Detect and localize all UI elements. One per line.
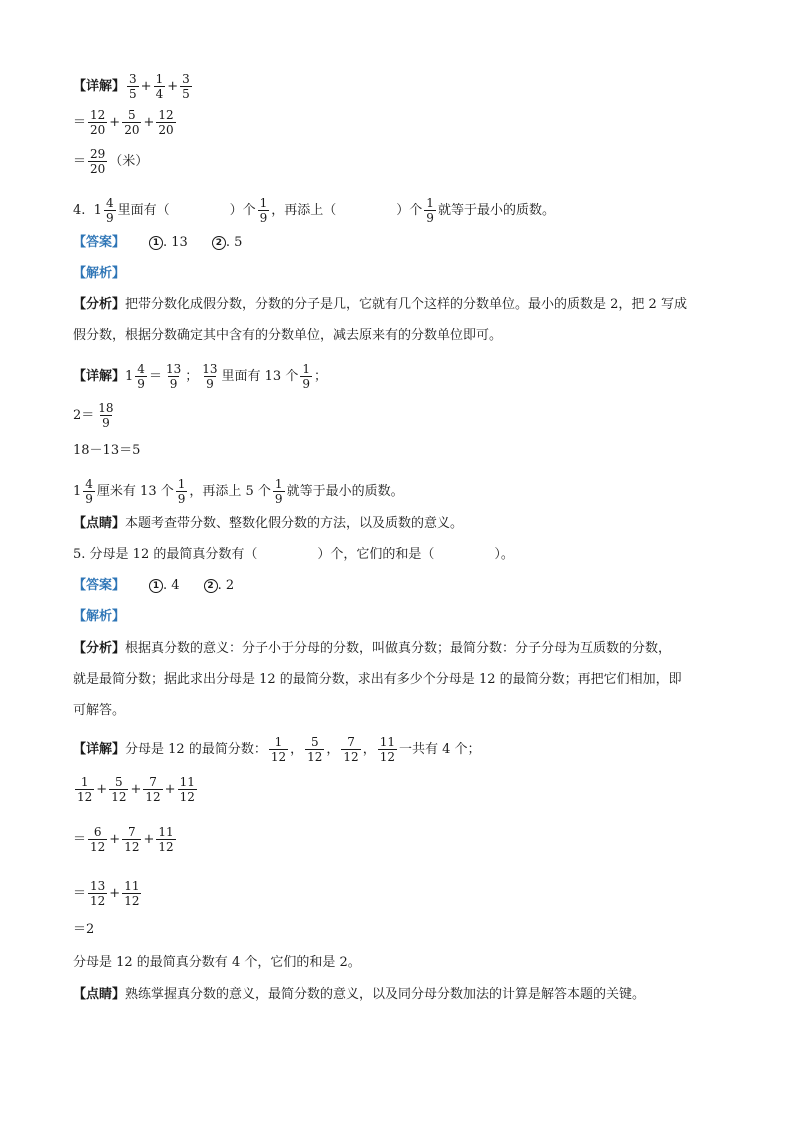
fraction: $\frac{5}{12}$	[111, 775, 127, 804]
circled-number-icon: 2	[212, 236, 226, 250]
fraction: $\frac{11}{12}$	[124, 879, 140, 908]
mixed-number: 1 $\frac{4}{9}$	[125, 362, 145, 391]
q5-sum-line1: $\frac{1}{12}$ + $\frac{5}{12}$ + $\frac{7}{12}$ + $\frac{11}{12}$	[77, 775, 195, 804]
fraction: $\frac{5}{12}$	[307, 735, 323, 764]
fraction: $\frac{3}{5}$	[182, 72, 190, 101]
fraction: $\frac{5}{20}$	[124, 108, 140, 137]
q5-dianjing: 【点睛】熟练掌握真分数的意义，最简分数的意义，以及同分母分数加法的计算是解答本题的关键。	[73, 987, 646, 1002]
q4-analysis-heading: 【解析】	[73, 266, 126, 281]
fraction: $\frac{1}{9}$	[274, 477, 283, 506]
q3-detail-line3: ＝ $\frac{29}{20}$ （米）	[73, 147, 149, 176]
circled-number-icon: 2	[204, 579, 218, 593]
mixed-number: 1 $\frac{4}{9}$	[73, 477, 93, 506]
q4-subtraction: 18－13＝5	[73, 443, 141, 458]
fraction: $\frac{13}{12}$	[90, 879, 106, 908]
q5-fenxi-line2: 就是最简分数；据此求出分母是 12 的最简分数，求出有多少个分母是 12 的最简分数；再把它们相加，即	[73, 672, 682, 687]
q5-sum-final: ＝2	[73, 922, 95, 937]
q4-fenxi-line2: 假分数，根据分数确定其中含有的分数单位，减去原来有的分数单位即可。	[73, 328, 503, 343]
q4-question: 4. 1 $\frac{4}{9}$ 里面有（ ）个 $\frac{1}{9}$ ，再添上（ ）个 $\frac{1}{9}$ 就等于最小的质数。	[73, 196, 555, 225]
mixed-number: 1 $\frac{4}{9}$	[93, 196, 114, 225]
q5-analysis-heading: 【解析】	[73, 609, 126, 624]
q5-question: 5. 分母是 12 的最简真分数有（ ）个，它们的和是（ ）。	[73, 547, 514, 562]
answer-label: 【答案】	[73, 235, 126, 250]
q5-sum-line2: ＝ $\frac{6}{12}$ + $\frac{7}{12}$ + $\frac{11}{12}$	[73, 825, 174, 854]
q5-sum-line3: ＝ $\frac{13}{12}$ + $\frac{11}{12}$	[73, 879, 140, 908]
q5-fenxi-line1: 【分析】根据真分数的意义：分子小于分母的分数，叫做真分数；最简分数：分子分母为互质数的分数，	[73, 641, 672, 656]
fraction: $\frac{7}{12}$	[343, 735, 359, 764]
fraction: $\frac{12}{20}$	[158, 108, 174, 137]
fraction: $\frac{11}{12}$	[179, 775, 195, 804]
q4-fenxi-line1: 【分析】把带分数化成假分数，分数的分子是几，它就有几个这样的分数单位。最小的质数是 2，把 2 写成	[73, 297, 687, 312]
fraction: $\frac{7}{12}$	[145, 775, 161, 804]
answer-label: 【答案】	[73, 578, 126, 593]
detail-label: 【详解】	[73, 79, 126, 94]
fraction: $\frac{3}{5}$	[129, 72, 137, 101]
q3-detail-line1: 【详解】 $\frac{3}{5}$ + $\frac{1}{4}$ + $\frac{3}{5}$	[73, 72, 190, 101]
q4-conclusion: 1 $\frac{4}{9}$ 厘米有 13 个 $\frac{1}{9}$ ，再添上 5 个 $\frac{1}{9}$ 就等于最小的质数。	[73, 477, 404, 506]
fraction: $\frac{29}{20}$	[90, 147, 106, 176]
fraction: $\frac{1}{12}$	[77, 775, 93, 804]
q5-conclusion: 分母是 12 的最简真分数有 4 个，它们的和是 2。	[73, 955, 361, 970]
fraction: $\frac{13}{9}$	[202, 362, 218, 391]
fraction: $\frac{1}{4}$	[155, 72, 164, 101]
q5-detail-line: 【详解】分母是 12 的最简分数： $\frac{1}{12}$ ， $\frac{5}{12}$ ， $\frac{7}{12}$ ， $\frac{11}{12}$ 一共有 4 个；	[73, 735, 481, 764]
q4-detail-line: 【详解】 1 $\frac{4}{9}$ ＝ $\frac{13}{9}$ ； $\frac{13}{9}$ 里面有 13 个 $\frac{1}{9}$ ；	[73, 362, 327, 391]
fraction: $\frac{18}{9}$	[98, 401, 114, 430]
fraction: $\frac{1}{9}$	[259, 196, 268, 225]
fraction: $\frac{11}{12}$	[379, 735, 395, 764]
q5-answer: 【答案】 1 . 4 2 . 2	[73, 578, 235, 593]
q4-dianjing: 【点睛】本题考查带分数、整数化假分数的方法，以及质数的意义。	[73, 516, 464, 531]
q5-fenxi-line3: 可解答。	[73, 703, 126, 718]
q4-answer: 【答案】 1 . 13 2 . 5	[73, 235, 243, 250]
fraction: $\frac{7}{12}$	[124, 825, 140, 854]
fraction: $\frac{1}{9}$	[426, 196, 434, 225]
fraction: $\frac{13}{9}$	[165, 362, 182, 391]
circled-number-icon: 1	[149, 236, 163, 250]
fraction: $\frac{11}{12}$	[158, 825, 174, 854]
fraction: $\frac{1}{9}$	[302, 362, 310, 391]
fraction: $\frac{1}{9}$	[177, 477, 186, 506]
q3-detail-line2: ＝ $\frac{12}{20}$ + $\frac{5}{20}$ + $\frac{12}{20}$	[73, 108, 174, 137]
fraction: $\frac{12}{20}$	[90, 108, 106, 137]
fraction: $\frac{1}{12}$	[270, 735, 287, 764]
fraction: $\frac{6}{12}$	[90, 825, 106, 854]
circled-number-icon: 1	[149, 579, 163, 593]
q4-two-as-fraction: 2＝ $\frac{18}{9}$	[73, 401, 114, 430]
